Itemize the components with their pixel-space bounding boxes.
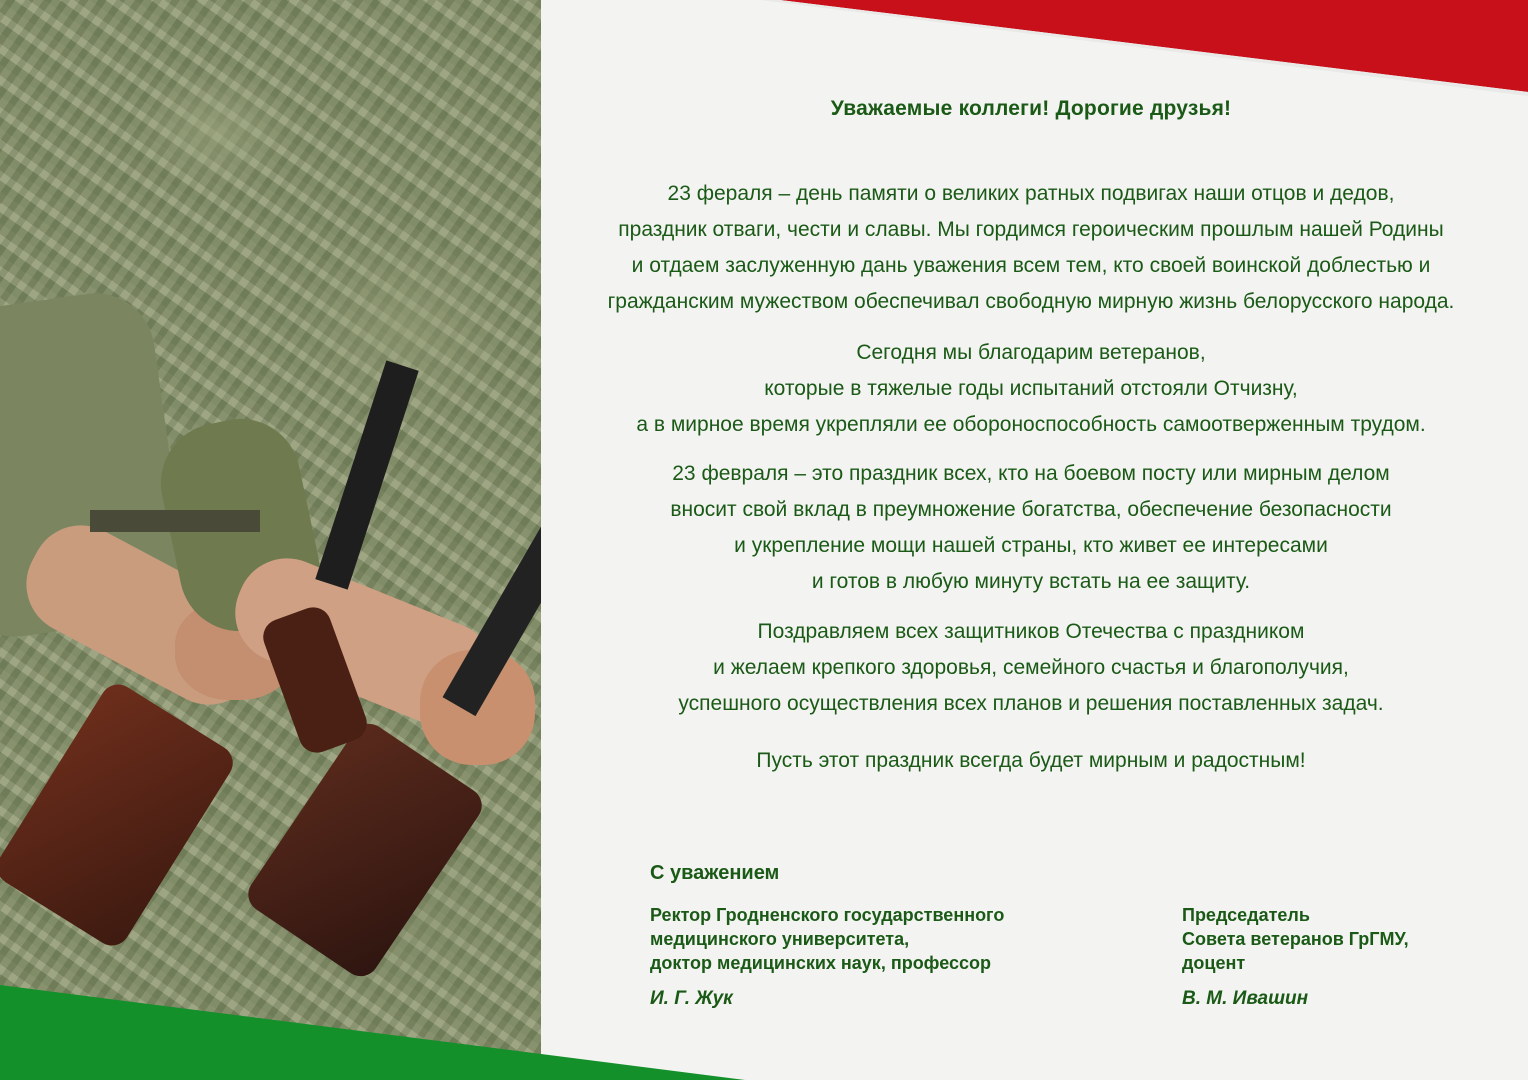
signatory-title-line: Председатель <box>1182 905 1310 925</box>
paragraph-line: вносит свой вклад в преумножение богатства, обеспечение безопасности <box>670 498 1392 521</box>
paragraph-line: и укрепление мощи нашей страны, кто живет ее интересами <box>734 534 1328 557</box>
signatory-chairman <box>1182 903 1409 1011</box>
paragraph-line: гражданским мужеством обеспечивал свободную мирную жизнь белорусского народа. <box>607 290 1455 313</box>
signatory-title-line: Совета ветеранов ГрГМУ, <box>1182 929 1409 949</box>
signatory-title-line: доктор медицинских наук, профессор <box>650 953 991 973</box>
paragraph-line: успешного осуществления всех планов и решения поставленных задач. <box>678 692 1384 715</box>
paragraph-line: и желаем крепкого здоровья, семейного счастья и благополучия, <box>713 656 1349 679</box>
signatory-rector <box>650 903 1004 1011</box>
signatory-name: В. М. Ивашин <box>1182 988 1309 1009</box>
green-stripe-shape <box>0 985 745 1080</box>
paragraph-line: Поздравляем всех защитников Отечества с праздником <box>757 620 1305 643</box>
paragraph-line: Сегодня мы благодарим ветеранов, <box>856 341 1206 364</box>
greeting-heading: Уважаемые коллеги! Дорогие друзья! <box>830 97 1232 120</box>
paragraph-line: 23 февраля – это праздник всех, кто на боевом посту или мирным делом <box>672 462 1390 485</box>
paragraph-5 <box>548 743 1514 779</box>
paragraph-line: праздник отваги, чести и славы. Мы гордимся героическим прошлым нашей Родины <box>618 218 1444 241</box>
paragraph-line: 23 фераля – день памяти о великих ратных подвигах наши отцов и дедов, <box>667 182 1395 205</box>
signatory-title-line: доцент <box>1182 953 1246 973</box>
signatory-title-line: медицинского университета, <box>650 929 910 949</box>
paragraph-4 <box>548 614 1514 722</box>
paragraph-line: и отдаем заслуженную дань уважения всем тем, кто своей воинской доблестью и <box>631 254 1431 277</box>
paragraph-line: и готов в любую минуту встать на ее защиту. <box>811 570 1251 593</box>
paragraph-line: Пусть этот праздник всегда будет мирным и радостным! <box>756 749 1306 772</box>
paragraph-line: которые в тяжелые годы испытаний отстояли Отчизну, <box>764 377 1298 400</box>
signatory-name: И. Г. Жук <box>650 988 733 1009</box>
signatory-title-line: Ректор Гродненского государственного <box>650 905 1005 925</box>
closing-text: С уважением <box>650 862 780 884</box>
paragraph-3 <box>548 456 1514 600</box>
paragraph-line: а в мирное время укрепляли ее обороноспособность самоотверженным трудом. <box>636 413 1426 436</box>
paragraph-2 <box>548 335 1514 443</box>
paragraph-1 <box>548 176 1514 320</box>
